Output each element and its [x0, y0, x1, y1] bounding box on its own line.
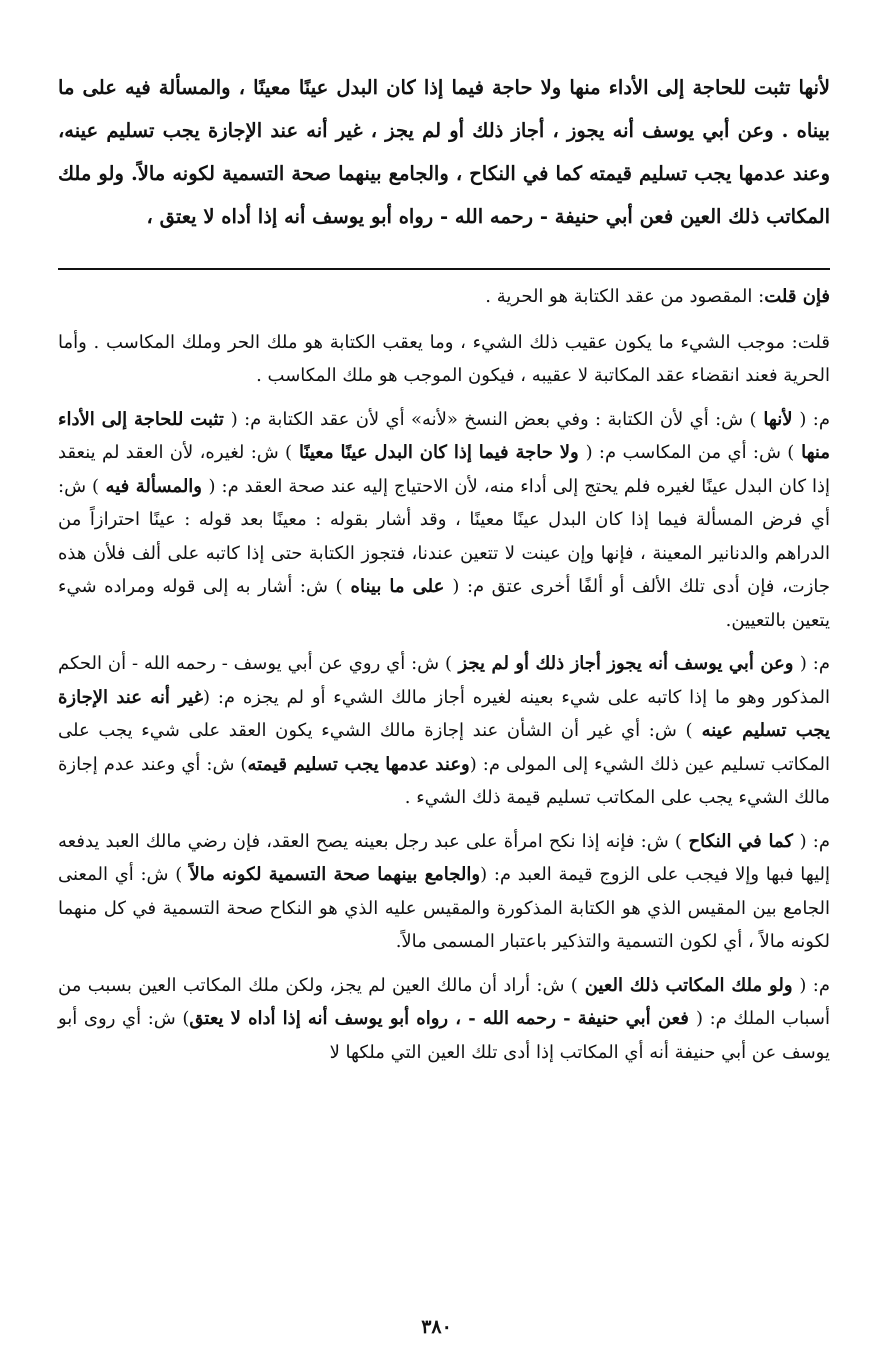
quoted-matn: كما في النكاح [681, 830, 800, 852]
commentary-paragraph-4 [58, 647, 830, 815]
commentary-text: ) ش: أشار به إلى قوله ومراده شيء يتعين بالتعيين. [58, 576, 830, 631]
separator-line [58, 268, 830, 270]
qualifier-label: قلت [797, 331, 830, 353]
qualifier-label: فإن قلت [764, 286, 830, 307]
commentary [58, 280, 830, 1079]
marker: م: ( [799, 974, 831, 996]
quoted-matn: ولا حاجة فيما إذا كان البدل عينًا معينًا [292, 442, 586, 463]
matn-text: لأنها تثبت للحاجة إلى الأداء منها ولا حاجة فيما إذا كان البدل عينًا معينًا ، والمسألة فيه على ما بيناه . وعن أبي يوسف أنه يجوز ، أجاز ذلك أو لم يجز ، غير أنه عند الإجازة يجب تسليم عينه، وعند عدمها يجب تسليم قيمته كما في النكاح ، والجامع بينهما صحة التسمية لكونه مالاً. ولو ملك المكاتب ذلك العين فعن أبي حنيفة - رحمه الله - رواه أبو يوسف أنه إذا أداه لا يعتق ، [58, 76, 830, 228]
commentary-text: ) ش: أي روى أبو يوسف عن أبي حنيفة أنه أي المكاتب إذا أدى تلك العين التي ملكها لا [58, 1008, 830, 1063]
commentary-text: : موجب الشيء ما يكون عقيب ذلك الشيء ، وما يعقب الكتابة هو ملك الحر وملك المكاسب . وأما الحرية فعند انقضاء عقد المكاتبة لا عقيبه ، فيكون الموجب هو ملك المكاسب . [58, 331, 830, 386]
commentary-paragraph-1 [58, 280, 830, 314]
commentary-text: ) ش: أي فرض المسألة فيما إذا كان البدل عينًا معينًا ، وقد أشار بقوله : معينًا بعد قوله : عينًا احترازاً من الدراهم والدنانير المعينة ، فإنها وإن عينت لا تتعين عندنا، فتجوز الكتابة حتى إذا كاتبه على ألف فلأن هذه جازت، فإن أدى تلك الألف أو ألفًا أخرى عتق م: ( [58, 475, 830, 597]
quoted-matn: فعن أبي حنيفة - رحمه الله - ، رواه أبو يوسف أنه إذا أداه لا يعتق [189, 1008, 696, 1029]
marker: م: ( [799, 653, 831, 674]
quoted-matn: لأنها [756, 408, 800, 430]
commentary-text: ) ش: أي المعنى الجامع بين المقيس الذي هو الكتابة المذكورة والمقيس عليه الذي هو النكاح صحة التسمية في كل منهما لكونه مالاً ، أي لكون التسمية والتذكير باعتبار المسمى مالاً. [58, 864, 830, 952]
commentary-text: ) ش: أي غير أن الشأن عند إجازة مالك الشيء يكون العقد على شيء يجب على المكاتب تسليم عين ذلك الشيء إلى المولى م: ( [58, 720, 830, 775]
page-number: ٣٨٠ [421, 1316, 452, 1338]
quoted-matn: ولو ملك المكاتب ذلك العين [577, 974, 800, 996]
marker: م: ( [799, 408, 830, 430]
quoted-matn: على ما بيناه [342, 576, 453, 597]
commentary-text: ) ش: لغيره، لأن العقد لم ينعقد إذا كان البدل عينًا لغيره فلم يحتج إلى أداء منه، لأن الاحتياج إليه عند صحة العقد م: ( [58, 442, 830, 497]
marker: م: ( [799, 830, 830, 852]
commentary-text: ) ش: أي لأن الكتابة : وفي بعض النسخ «لأنه» أي لأن عقد الكتابة م: ( [230, 408, 757, 430]
commentary-text: ) ش: أي وعند عدم إجازة مالك الشيء يجب على المكاتب تسليم قيمة ذلك الشيء . [58, 753, 830, 808]
commentary-text: : المقصود من عقد الكتابة هو الحرية . [485, 286, 765, 307]
commentary-paragraph-3 [58, 403, 830, 638]
quoted-matn: وعن أبي يوسف أنه يجوز أجاز ذلك أو لم يجز [452, 653, 800, 674]
quoted-matn: والمسألة فيه [99, 475, 209, 497]
commentary-text: ) ش: أي من المكاسب م: ( [585, 442, 795, 463]
quoted-matn: غير أنه عند الإجازة يجب تسليم عينه [58, 686, 830, 741]
commentary-text: ) ش: أراد أن مالك العين لم يجز، ولكن ملك المكاتب العين بسبب من أسباب الملك م: ( [58, 974, 830, 1029]
quoted-matn: وعند عدمها يجب تسليم قيمته [247, 753, 470, 775]
commentary-paragraph-5 [58, 825, 830, 959]
commentary-paragraph-6 [58, 969, 830, 1070]
commentary-paragraph-2 [58, 326, 830, 393]
commentary-text: ) ش: فإنه إذا نكح امرأة على عبد رجل بعينه يصح العقد، فإن رضي مالك العبد يدفعه إليها فبها وإلا فيجب على الزوج قيمة العبد م: ( [58, 830, 830, 885]
quoted-matn: تثبت للحاجة إلى الأداء منها [58, 408, 830, 463]
quoted-matn: والجامع بينهما صحة التسمية لكونه مالاً [182, 864, 481, 885]
commentary-text: ) ش: أي روي عن أبي يوسف - رحمه الله - أن الحكم المذكور وهو ما إذا كاتبه على شيء بعينه لغيره أجاز مالك الشيء أو لم يجزه م: ( [58, 653, 831, 708]
